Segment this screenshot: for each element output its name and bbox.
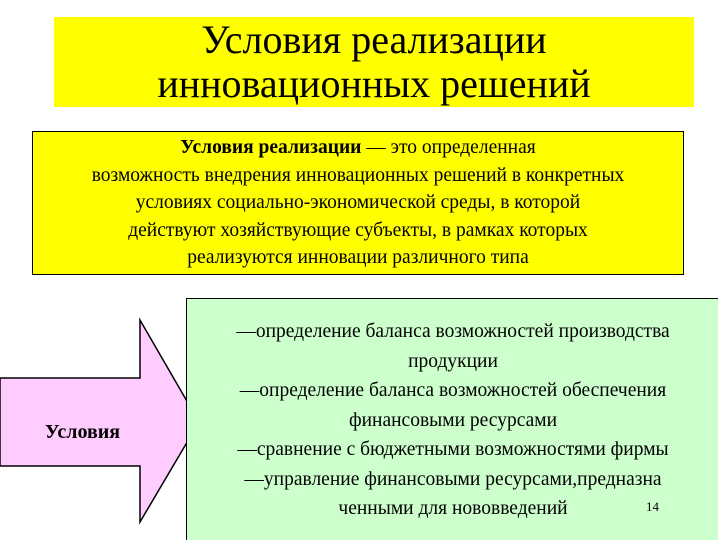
- list-item: продукции: [408, 350, 498, 372]
- list-item: финансовыми ресурсами: [348, 409, 558, 431]
- conditions-list-box: [186, 298, 718, 540]
- list-item: —сравнение с бюджетными возможностями фирмы: [237, 439, 669, 460]
- title-line-1: Условия реализации: [201, 17, 547, 62]
- definition-line-5: реализуются инновации различного типа: [187, 247, 529, 269]
- definition-line-2: возможность внедрения инновационных решений в конкретных: [91, 164, 625, 186]
- definition-line-1-rest: — это определенная: [361, 137, 536, 159]
- definition-line-1: [180, 134, 535, 162]
- list-item: —определение баланса возможностей производства: [236, 321, 670, 342]
- list-item: ченными для нововведений: [338, 498, 568, 519]
- conditions-list: [187, 317, 719, 524]
- definition-box: [32, 131, 684, 275]
- definition-term: Условия реализации: [180, 137, 362, 159]
- title-banner: [54, 17, 694, 107]
- conditions-arrow: [0, 300, 200, 538]
- list-item: —определение баланса возможностей обеспечения: [239, 380, 667, 401]
- definition-line-3: условиях социально-экономической среды, в которой: [135, 192, 581, 214]
- definition-line-4: действуют хозяйствующие субъекты, в рамках которых: [128, 219, 588, 241]
- page-number: 14: [646, 499, 659, 514]
- title-line-2: инновационных решений: [157, 61, 591, 106]
- arrow-label: Условия: [44, 421, 121, 443]
- list-item: —управление финансовыми ресурсами,предназна: [244, 468, 662, 490]
